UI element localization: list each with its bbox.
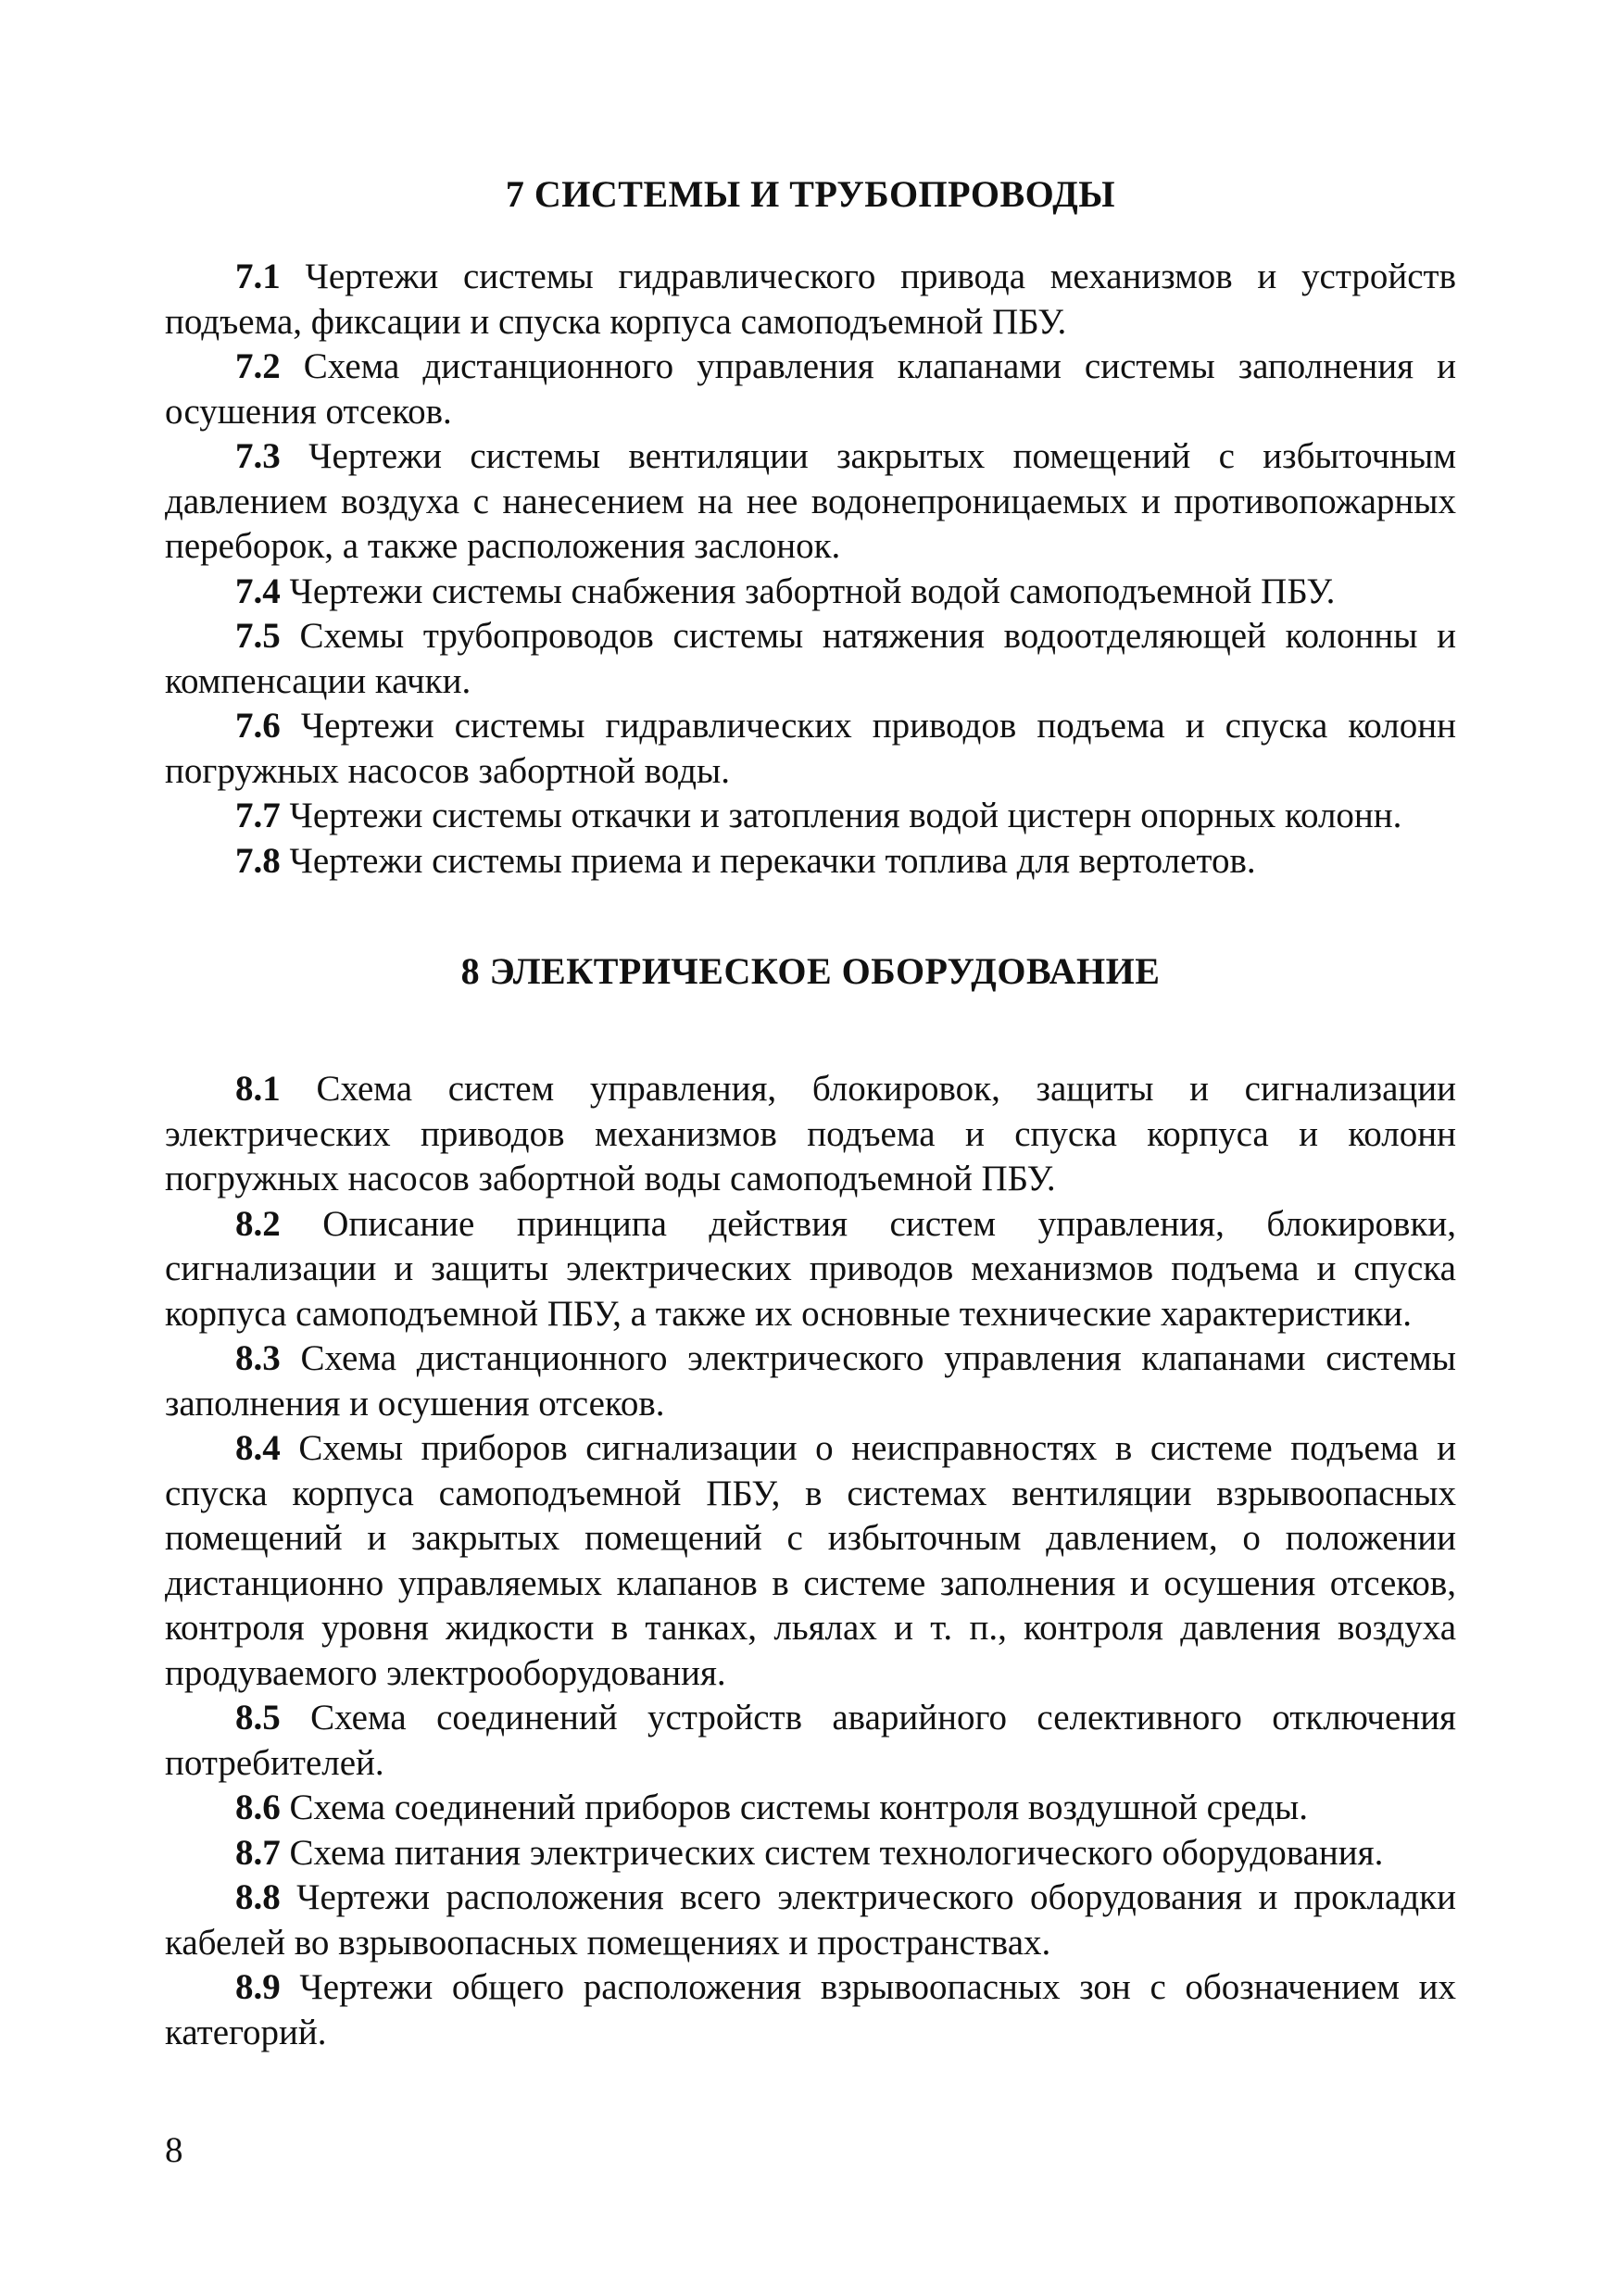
- item-number: 7.7: [235, 796, 281, 835]
- item-text: Схема дистанционного электрического управления клапанами системы заполнения и осушения отсеков.: [165, 1338, 1456, 1424]
- page-number: 8: [165, 2130, 183, 2170]
- item-8-5: [165, 1696, 1456, 1786]
- item-8-3: [165, 1336, 1456, 1426]
- item-text: Чертежи системы гидравлического привода механизмов и устройств подъема, фиксации и спуска корпуса самоподъемной ПБУ.: [165, 257, 1456, 342]
- section-7-items: [165, 255, 1456, 884]
- item-text: Чертежи общего расположения взрывоопасных зон с обозначением их категорий.: [165, 1967, 1456, 2052]
- item-7-4: [165, 570, 1456, 615]
- item-text: Схема соединений приборов системы контроля воздушной среды.: [289, 1788, 1309, 1827]
- item-number: 7.4: [235, 571, 281, 611]
- item-number: 8.9: [235, 1967, 281, 2007]
- item-8-2: [165, 1202, 1456, 1337]
- item-text: Чертежи системы приема и перекачки топлива для вертолетов.: [289, 840, 1256, 881]
- item-8-6: [165, 1786, 1456, 1831]
- item-number: 8.3: [235, 1338, 281, 1378]
- item-text: Схема соединений устройств аварийного селективного отключения потребителей.: [165, 1698, 1457, 1783]
- item-number: 7.2: [235, 346, 281, 386]
- item-text: Чертежи системы снабжения забортной водой самоподъемной ПБУ.: [289, 571, 1336, 611]
- item-8-4: [165, 1426, 1456, 1696]
- page-content: [165, 171, 1456, 2055]
- item-7-8: [165, 839, 1456, 885]
- item-text: Схемы трубопроводов системы натяжения водоотделяющей колонны и компенсации качки.: [165, 616, 1457, 701]
- item-8-1: [165, 1067, 1456, 1202]
- item-text: Схемы приборов сигнализации о неисправностях в системе подъема и спуска корпуса самоподъемной ПБУ, в системах вентиляции взрывоопасных помещений и закрытых помещений с избыточным давлением, о положении дистанционно управляемых клапанов в системе заполнения и осушения отсеков, контроля уровня жидкости в танках, льялах и т. п., контроля давления воздуха продуваемого электрооборудования.: [165, 1428, 1456, 1693]
- item-7-3: [165, 434, 1456, 570]
- item-7-2: [165, 345, 1456, 434]
- item-text: Чертежи системы вентиляции закрытых помещений с избыточным давлением воздуха с нанесением на нее водонепроницаемых и противопожарных переборок, а также расположения заслонок.: [165, 436, 1456, 566]
- item-number: 7.1: [235, 257, 281, 296]
- item-number: 8.2: [235, 1203, 281, 1244]
- item-text: Описание принципа действия систем управления, блокировки, сигнализации и защиты электрических приводов механизмов подъема и спуска корпуса самоподъемной ПБУ, а также их основные технические характеристики.: [165, 1203, 1457, 1334]
- item-number: 7.8: [235, 840, 281, 881]
- section-8-items: [165, 1067, 1456, 2055]
- item-7-1: [165, 255, 1456, 345]
- item-text: Чертежи расположения всего электрического оборудования и прокладки кабелей во взрывоопасных помещениях и пространствах.: [165, 1877, 1456, 1963]
- item-number: 8.5: [235, 1698, 281, 1738]
- item-number: 7.3: [235, 436, 281, 476]
- item-8-9: [165, 1965, 1456, 2055]
- item-8-8: [165, 1876, 1456, 1965]
- item-7-7: [165, 794, 1456, 839]
- item-number: 7.5: [235, 616, 281, 656]
- section-8-title: 8 ЭЛЕКТРИЧЕСКОЕ ОБОРУДОВАНИЕ: [460, 950, 1161, 992]
- item-number: 8.1: [235, 1069, 281, 1109]
- item-text: Схема питания электрических систем технологического оборудования.: [289, 1832, 1384, 1873]
- item-number: 8.6: [235, 1788, 281, 1827]
- item-number: 8.4: [235, 1428, 281, 1468]
- item-text: Чертежи системы гидравлических приводов подъема и спуска колонн погружных насосов забортной воды.: [165, 706, 1457, 791]
- item-text: Схема дистанционного управления клапанами системы заполнения и осушения отсеков.: [165, 346, 1456, 432]
- item-number: 7.6: [235, 706, 281, 746]
- item-7-6: [165, 704, 1456, 794]
- item-text: Схема систем управления, блокировок, защиты и сигнализации электрических приводов механизмов подъема и спуска корпуса и колонн погружных насосов забортной воды самоподъемной ПБУ.: [165, 1069, 1457, 1198]
- section-7-title: 7 СИСТЕМЫ И ТРУБОПРОВОДЫ: [505, 173, 1116, 215]
- item-7-5: [165, 614, 1456, 704]
- item-number: 8.8: [235, 1877, 281, 1917]
- item-8-7: [165, 1831, 1456, 1876]
- item-text: Чертежи системы откачки и затопления водой цистерн опорных колонн.: [289, 796, 1402, 835]
- item-number: 8.7: [235, 1832, 281, 1873]
